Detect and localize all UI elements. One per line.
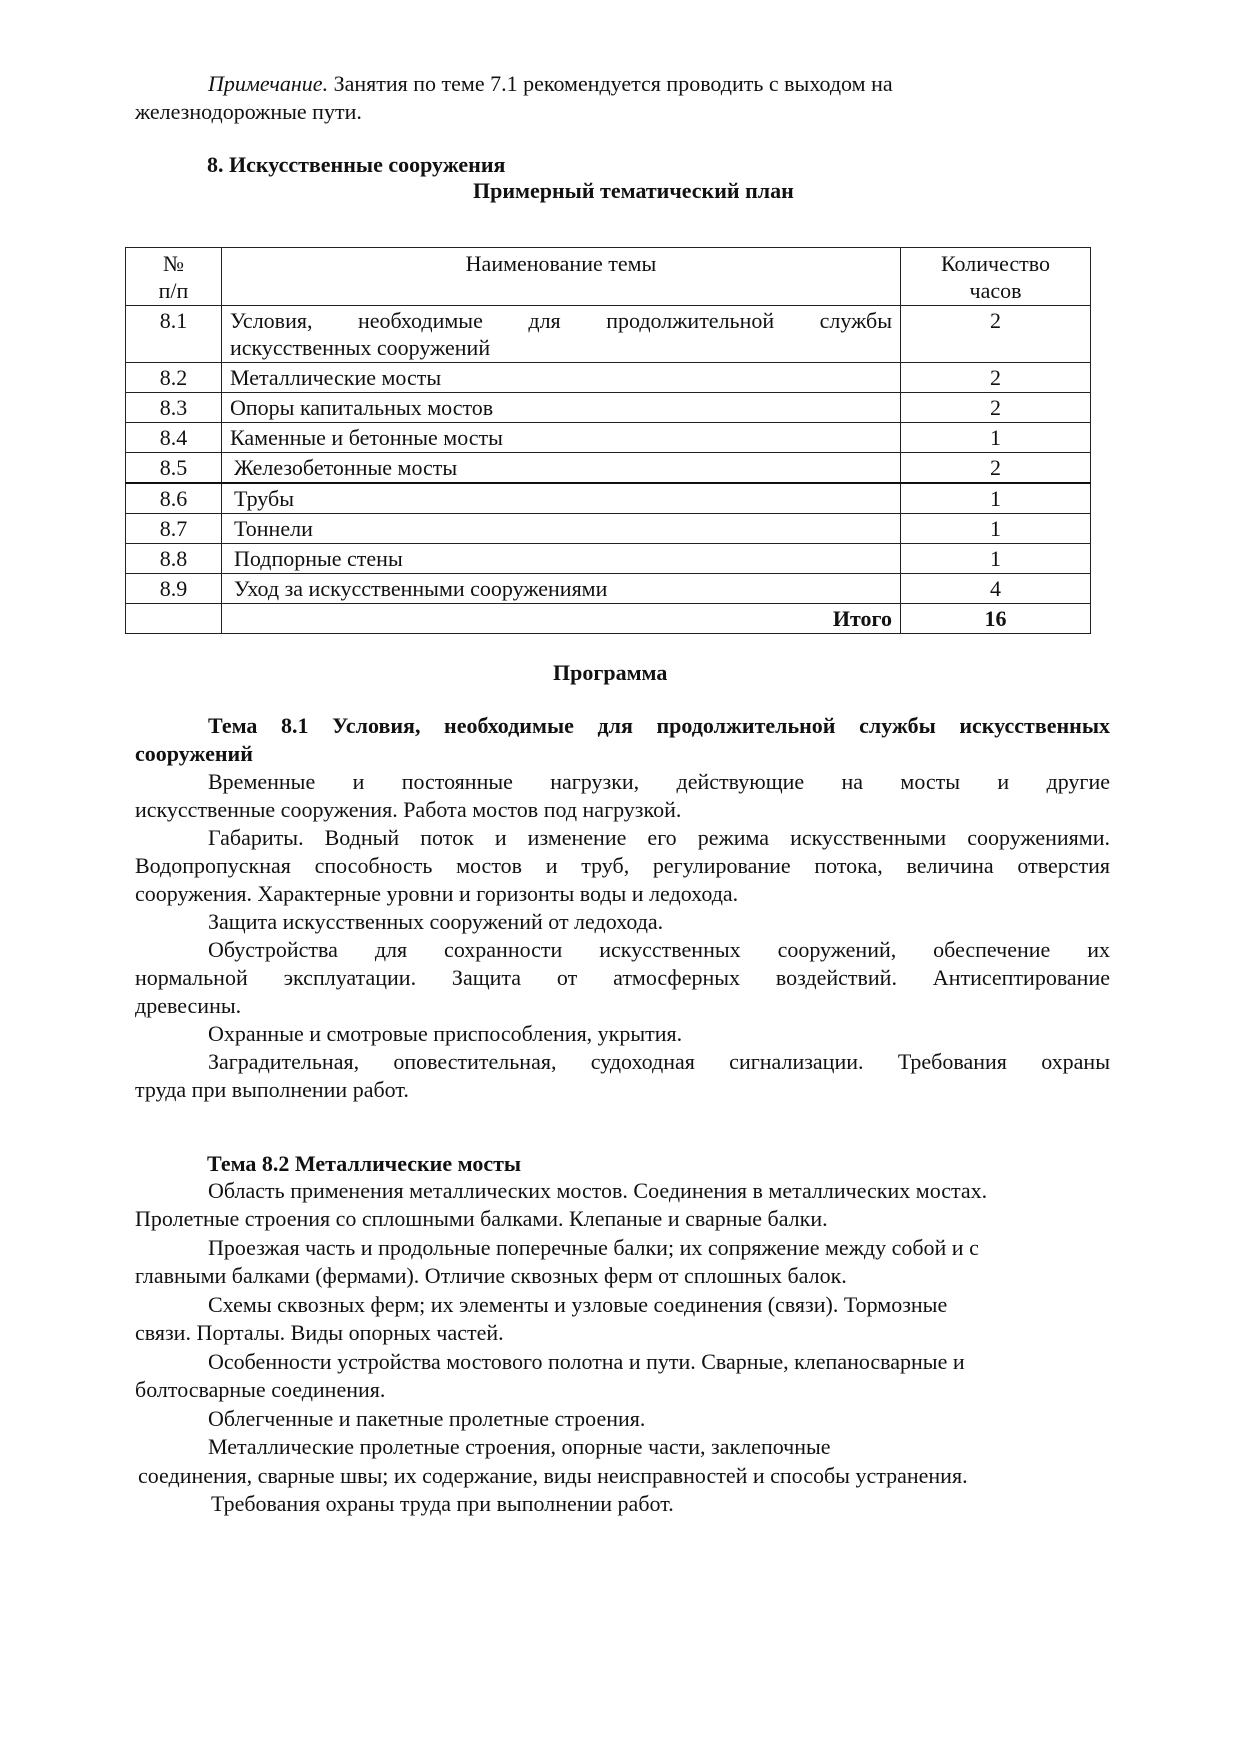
table-row — [126, 483, 1091, 514]
table-row — [126, 363, 1091, 393]
topic-8-2-title: Тема 8.2 Металлические мосты — [207, 1151, 522, 1176]
row-hours: 1 — [901, 514, 1091, 544]
topic-8-1-paragraph-line: труда при выполнении работ. — [135, 1077, 409, 1102]
table-row — [126, 393, 1091, 423]
row-num: 8.9 — [126, 574, 222, 604]
table-row — [126, 574, 1091, 604]
topic-8-1-title-line-2: сооружений — [135, 741, 253, 766]
topic-8-2-paragraph-line: Особенности устройства мостового полотна и пути. Сварные, клепаносварные и — [208, 1349, 965, 1374]
row-hours: 1 — [901, 544, 1091, 574]
row-topic-name: Каменные и бетонные мосты — [222, 423, 901, 453]
topic-8-2-paragraph-line: Область применения металлических мостов. Соединения в металлических мостах. — [208, 1178, 988, 1203]
row-hours: 1 — [901, 423, 1091, 453]
row-topic-name: Железобетонные мосты — [222, 453, 901, 484]
program-title: Программа — [553, 660, 668, 685]
row-num: 8.5 — [126, 453, 222, 484]
row-topic-name: Тоннели — [222, 514, 901, 544]
row-num: 8.8 — [126, 544, 222, 574]
row-topic-name: Условия, необходимые для продолжительной службы искусственных сооружений — [222, 306, 901, 363]
topic-8-1-paragraph-line: Охранные и смотровые приспособления, укрытия. — [208, 1021, 683, 1046]
note-text-1: Занятия по теме 7.1 рекомендуется проводить с выходом на — [328, 71, 893, 96]
note-label: Примечание. — [208, 71, 329, 96]
table-row — [126, 544, 1091, 574]
topic-8-2-paragraph-line: Проезжая часть и продольные поперечные балки; их сопряжение между собой и с — [208, 1235, 979, 1260]
row-topic-name: Уход за искусственными сооружениями — [222, 574, 901, 604]
row-hours: 2 — [901, 393, 1091, 423]
topic-8-1-paragraph-line: Обустройства для сохранности искусственных сооружений, обеспечение их — [208, 937, 1110, 962]
row-num: 8.6 — [126, 483, 222, 514]
topic-8-1-paragraph-line: Водопропускная способность мостов и труб, регулирование потока, величина отверстия — [135, 853, 1110, 878]
topic-8-2-paragraph-line: соединения, сварные швы; их содержание, виды неисправностей и способы устранения. — [138, 1463, 968, 1488]
total-value: 16 — [901, 604, 1091, 634]
topic-8-2-paragraph-line: Пролетные строения со сплошными балками. Клепаные и сварные балки. — [135, 1206, 828, 1231]
section-title: 8. Искусственные сооружения — [207, 152, 506, 177]
topic-8-1-paragraph-line: Габариты. Водный поток и изменение его режима искусственными сооружениями. — [208, 825, 1110, 850]
table-row — [126, 514, 1091, 544]
table-row — [126, 453, 1091, 484]
topic-8-2-paragraph-line: болтосварные соединения. — [135, 1377, 386, 1402]
topic-8-1-paragraph-line: искусственные сооружения. Работа мостов под нагрузкой. — [135, 797, 682, 822]
topic-8-1-paragraph-line: Временные и постоянные нагрузки, действующие на мосты и другие — [208, 769, 1110, 794]
plan-subtitle: Примерный тематический план — [473, 178, 794, 203]
topic-8-2-paragraph-line: Требования охраны труда при выполнении работ. — [211, 1491, 674, 1516]
row-topic-name: Подпорные стены — [222, 544, 901, 574]
row-hours: 4 — [901, 574, 1091, 604]
topic-8-1-title-line-1: Тема 8.1 Условия, необходимые для продолжительной службы искусственных — [208, 713, 1110, 738]
total-label: Итого — [222, 604, 901, 634]
note-line-2: железнодорожные пути. — [135, 99, 362, 124]
row-hours: 2 — [901, 453, 1091, 484]
row-num: 8.3 — [126, 393, 222, 423]
header-num: № п/п — [126, 248, 222, 306]
note-line-1 — [135, 69, 1110, 98]
row-num: 8.7 — [126, 514, 222, 544]
topic-8-2-paragraph-line: главными балками (фермами). Отличие сквозных ферм от сплошных балок. — [135, 1263, 847, 1288]
topic-8-2-paragraph-line: Облегченные и пакетные пролетные строения. — [208, 1406, 646, 1431]
header-topic-name: Наименование темы — [222, 248, 901, 306]
table-header-row — [126, 248, 1091, 306]
row-hours: 2 — [901, 306, 1091, 363]
thematic-plan-table — [125, 247, 1091, 634]
row-topic-name: Трубы — [222, 483, 901, 514]
row-num: 8.2 — [126, 363, 222, 393]
topic-8-1-paragraph-line: Защита искусственных сооружений от ледохода. — [208, 909, 664, 934]
row-hours: 2 — [901, 363, 1091, 393]
row-topic-name: Опоры капитальных мостов — [222, 393, 901, 423]
topic-8-1-paragraph-line: сооружения. Характерные уровни и горизонты воды и ледохода. — [135, 881, 739, 906]
topic-8-1-paragraph-line: Заградительная, оповестительная, судоходная сигнализации. Требования охраны — [208, 1049, 1110, 1074]
table-row — [126, 306, 1091, 363]
row-topic-name: Металлические мосты — [222, 363, 901, 393]
row-hours: 1 — [901, 483, 1091, 514]
topic-8-2-paragraph-line: Металлические пролетные строения, опорные части, заклепочные — [208, 1434, 831, 1459]
topic-8-1-paragraph-line: древесины. — [135, 993, 242, 1018]
total-empty-cell — [126, 604, 222, 634]
header-hours: Количество часов — [901, 248, 1091, 306]
row-num: 8.4 — [126, 423, 222, 453]
table-row — [126, 423, 1091, 453]
table-total-row — [126, 604, 1091, 634]
topic-8-1-paragraph-line: нормальной эксплуатации. Защита от атмосферных воздействий. Антисептирование — [135, 965, 1110, 990]
topic-8-2-paragraph-line: связи. Порталы. Виды опорных частей. — [135, 1320, 504, 1345]
row-num: 8.1 — [126, 306, 222, 363]
topic-8-2-paragraph-line: Схемы сквозных ферм; их элементы и узловые соединения (связи). Тормозные — [208, 1292, 948, 1317]
